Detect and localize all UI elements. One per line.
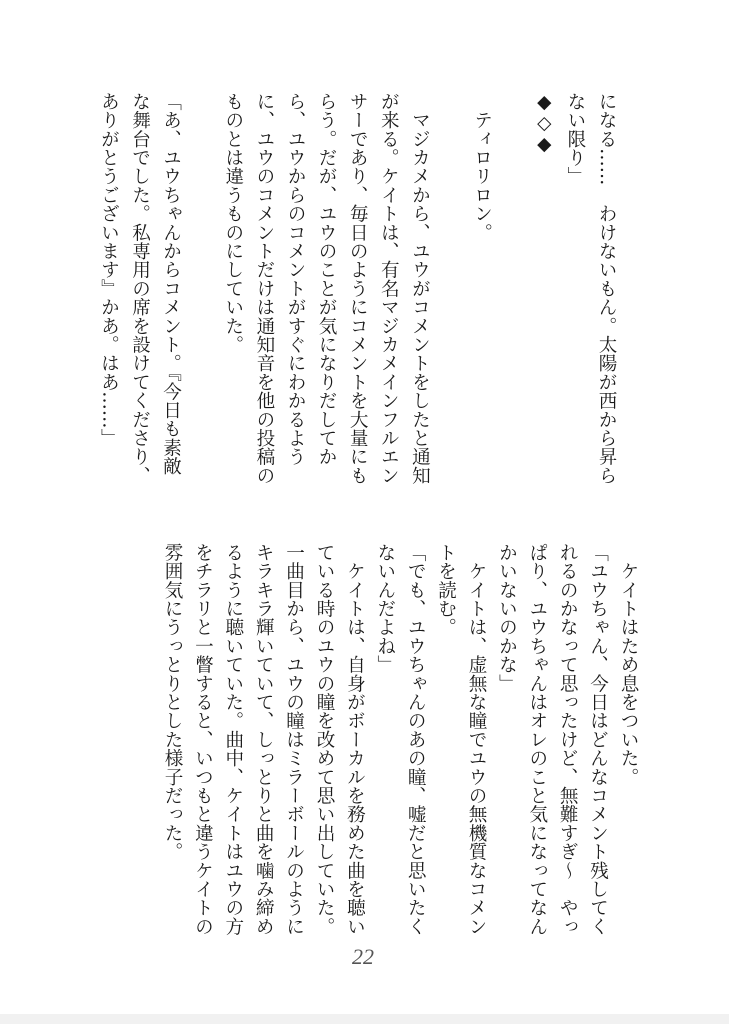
text-line: ケイトは、虚無な瞳でユウの無機質なコメン (466, 543, 487, 936)
text-line: ている時のユウの瞳を改めて思い出していた。 (314, 543, 335, 936)
text-line: ないんだよね」 (374, 543, 396, 674)
text-line: ものとは違うものにしていた。 (222, 92, 244, 354)
text-line: ティロリロン。 (471, 92, 493, 242)
text-line: らう。だが、ユウのことが気になりだしてか (316, 92, 338, 466)
text-line: が来る。ケイトは、有名マジカメインフルエン (378, 92, 400, 485)
text-line: ぱり、ユウちゃんはオレのこと気になってなん (526, 543, 548, 936)
text-line: な舞台でした。私専用の席を設けてくださり、 (129, 92, 151, 485)
text-line: 一曲目から、ユウの瞳はミラーボールのように (283, 543, 305, 936)
text-line: 「ユウちゃん、今日はどんなコメント残してく (587, 543, 609, 936)
text-line: ら、ユウからのコメントがすぐにわかるよう (285, 92, 306, 466)
text-line: 「あ、ユウちゃんからコメント。『今日も素敵 (160, 92, 182, 476)
text-line: ケイトはため息をついた。 (618, 543, 639, 787)
text-line: れるのかなって思ったけど、無難すぎ〜 やっ (557, 543, 579, 936)
text-line: になる…… わけないもん。太陽が西から昇ら (596, 92, 617, 485)
text-line: ない限り」 (564, 92, 586, 186)
text-line: かいないのかな」 (496, 543, 518, 693)
text-line: をチラリと一瞥すると、いつもと違うケイトの (192, 543, 214, 936)
text-line: るように聴いていた。曲中、ケイトはユウの方 (222, 543, 244, 936)
text-line: 雰囲気にうっとりとした様子だった。 (162, 543, 183, 861)
text-line: ケイトは、自身がボーカルを務めた曲を聴い (344, 543, 366, 936)
scene-break-divider: ◆◇◆ (533, 92, 555, 156)
text-line: トを読む。 (435, 543, 457, 637)
text-line: サーであり、毎日のようにコメントを大量にも (347, 92, 369, 485)
footer-strip (0, 1014, 729, 1024)
text-line: ありがとうございます』かあ。はあ……」 (98, 92, 120, 448)
text-line: キラキラ輝いていて、しっとりと曲を噛み締め (253, 543, 275, 936)
page-number: 22 (352, 944, 374, 969)
text-line: 「でも、ユウちゃんのあの瞳、嘘だと思いたく (405, 543, 427, 936)
text-line: に、ユウのコメントだけは通知音を他の投稿の (253, 92, 275, 485)
text-line: マジカメから、ユウがコメントをしたと通知 (409, 92, 431, 485)
